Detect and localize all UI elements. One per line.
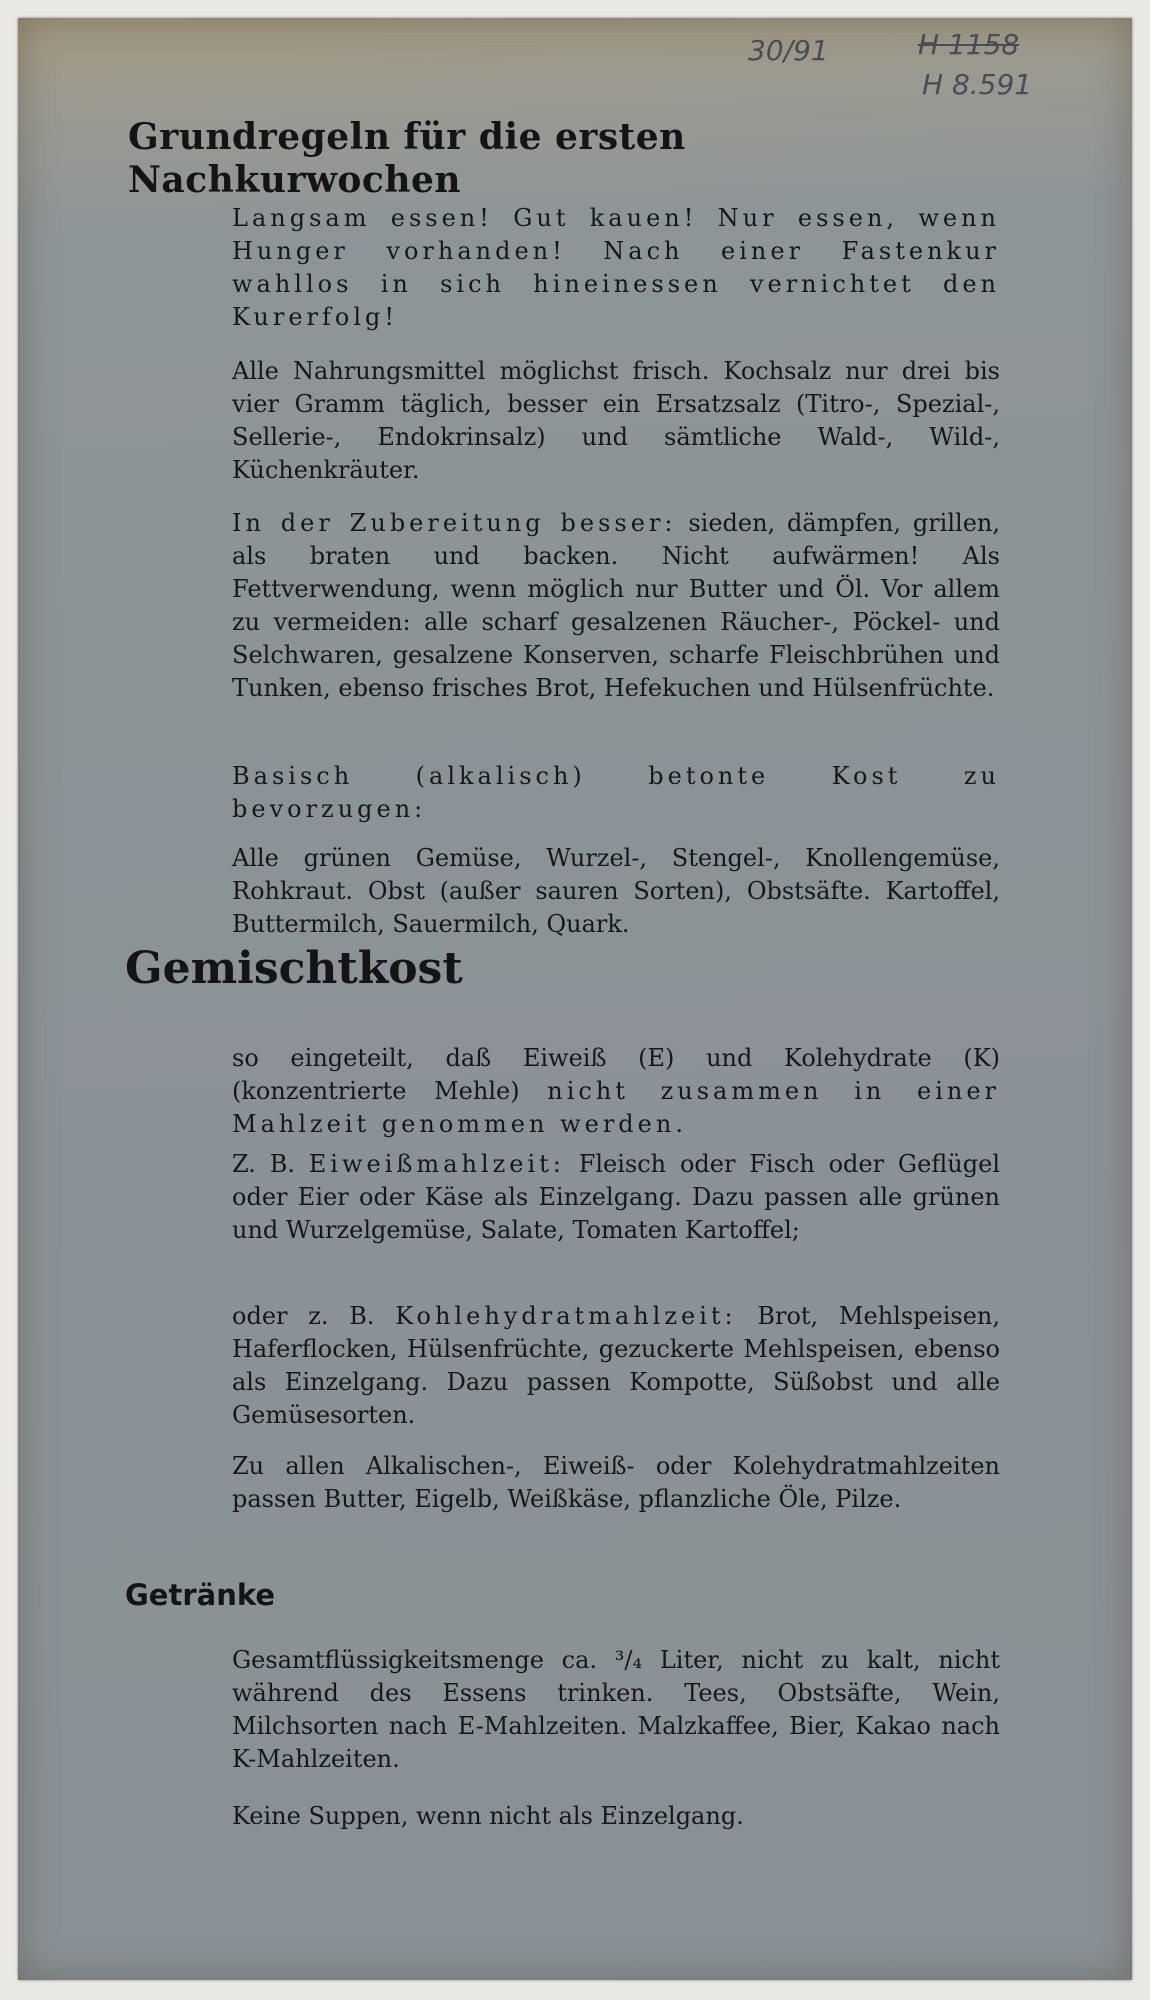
carb-meal-label: Kohlehydratmahlzeit: — [395, 1302, 737, 1330]
mixed-p1-spaced: nicht zusammen in einer Mahlzeit genommen werden. — [232, 1077, 1001, 1138]
struck-archive-number: H 1158 — [918, 28, 1020, 61]
carb-meal-text: Brot, Mehlspeisen, Haferflocken, Hülsenfrüchte, gezuckerte Mehlspeisen, ebenso als Einzelgang. Dazu passen Kompotte, Süßobst und alle Gemüsesorten. — [232, 1302, 1000, 1429]
intro-paragraph-5: Alle grünen Gemüse, Wurzel-, Stengel-, Knollengemüse, Rohkraut. Obst (außer sauren Sorten), Obstsäfte. Kartoffel, Buttermilch, Sauermilch, Quark. — [232, 844, 1000, 938]
mixed-p1-text: so eingeteilt, daß Eiweiß (E) und Kolehydrate (K) (konzentrierte Mehle) — [232, 1044, 1000, 1105]
mixed-paragraph-3 — [232, 1300, 1000, 1432]
protein-meal-label: Eiweißmahlzeit: — [308, 1150, 565, 1178]
protein-meal-text: Fleisch oder Fisch oder Geflügel oder Eier oder Käse als Einzelgang. Dazu passen alle grünen und Wurzelgemüse, Salate, Tomaten Kartoffel; — [232, 1150, 1000, 1244]
intro-paragraph-2: Alle Nahrungsmittel möglichst frisch. Kochsalz nur drei bis vier Gramm täglich, besser ein Ersatzsalz (Titro-, Spezial-, Sellerie-, Endokrinsalz) und sämtliche Wald-, Wild-, Küchenkräuter. — [232, 357, 1000, 484]
mixed-paragraph-4: Zu allen Alkalischen-, Eiweiß- oder Kolehydratmahlzeiten passen Butter, Eigelb, Weißkäse, pflanzliche Öle, Pilze. — [232, 1452, 1000, 1513]
mixed-paragraph-2 — [232, 1148, 1000, 1247]
drinks-paragraph-2: Keine Suppen, wenn nicht als Einzelgang. — [232, 1802, 744, 1830]
mixed-paragraph-1 — [232, 1042, 1000, 1141]
document-title: Grundregeln für die ersten Nachkurwochen — [128, 116, 686, 202]
preparation-lead: In der Zubereitung besser: — [232, 509, 677, 537]
protein-lead: Z. B. — [232, 1150, 309, 1178]
section-heading-gemischtkost: Gemischtkost — [125, 943, 463, 994]
intro-paragraph-1: Langsam essen! Gut kauen! Nur essen, wenn Hunger vorhanden! Nach einer Fastenkur wahllos in sich hineinessen vernichtet den Kurerfolg! — [232, 204, 1000, 331]
handwritten-reference-number: 30/91 — [748, 34, 829, 67]
intro-paragraph-3 — [232, 507, 1000, 705]
handwritten-archive-code: H 8.591 — [922, 68, 1033, 101]
carb-lead: oder z. B. — [232, 1302, 396, 1330]
drinks-paragraph-1: Gesamtflüssigkeitsmenge ca. ³/₄ Liter, nicht zu kalt, nicht während des Essens trinken. Tees, Obstsäfte, Wein, Milchsorten nach E-Mahlzeiten. Malzkaffee, Bier, Kakao nach K-Mahlzeiten. — [232, 1646, 1000, 1773]
intro-paragraph-4: Basisch (alkalisch) betonte Kost zu bevorzugen: — [232, 762, 1000, 823]
preparation-text: sieden, dämpfen, grillen, als braten und backen. Nicht aufwärmen! Als Fettverwendung, wenn möglich nur Butter und Öl. Vor allem zu vermeiden: alle scharf gesalzenen Räucher-, Pöckel- und Selchwaren, gesalzene Konserven, scharfe Fleischbrühen und Tunken, ebenso frisches Brot, Hefekuchen und Hülsenfrüchte. — [232, 509, 1000, 702]
section-heading-getraenke: Getränke — [125, 1578, 276, 1612]
